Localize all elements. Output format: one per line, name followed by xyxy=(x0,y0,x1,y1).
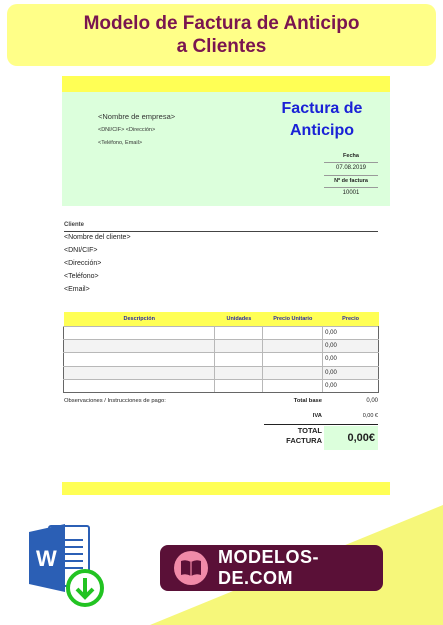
meta-divider xyxy=(324,175,378,176)
units-cell[interactable] xyxy=(215,366,263,379)
total-invoice-label xyxy=(272,426,322,446)
date-label: Fecha xyxy=(343,153,359,159)
description-cell[interactable] xyxy=(64,366,215,379)
svg-text:W: W xyxy=(36,546,57,571)
client-divider xyxy=(64,231,378,232)
unit-price-cell[interactable] xyxy=(263,339,323,352)
total-divider xyxy=(264,424,378,425)
description-cell[interactable] xyxy=(64,326,215,339)
table-row xyxy=(64,353,379,366)
client-address: <Dirección> xyxy=(64,260,102,267)
invoice-title-line1: Factura de xyxy=(281,100,363,117)
price-cell: 0,00 xyxy=(323,353,379,366)
base-total-label: Total base xyxy=(293,398,322,404)
table-row xyxy=(64,366,379,379)
price-cell: 0,00 xyxy=(323,380,379,393)
table-row xyxy=(64,339,379,352)
unit-price-cell[interactable] xyxy=(263,366,323,379)
price-cell: 0,00 xyxy=(323,326,379,339)
meta-divider xyxy=(324,162,378,163)
header-unit-price: Precio Unitario xyxy=(263,312,323,326)
price-cell: 0,00 xyxy=(323,339,379,352)
description-cell[interactable] xyxy=(64,339,215,352)
header-description: Descripción xyxy=(64,312,215,326)
description-cell[interactable] xyxy=(64,353,215,366)
invoice-number-value: 10001 xyxy=(342,190,360,196)
company-ids: <DNI/CIF> <Dirección> xyxy=(98,127,156,133)
book-icon xyxy=(174,551,208,585)
total-label-line2: FACTURA xyxy=(286,436,322,445)
units-cell[interactable] xyxy=(215,326,263,339)
page-title-line2: a Clientes xyxy=(176,36,267,57)
total-invoice-value: 0,00€ xyxy=(324,426,378,450)
table-row xyxy=(64,380,379,393)
title-banner xyxy=(7,4,436,66)
doc-top-bar xyxy=(62,76,390,92)
client-label: Cliente xyxy=(64,222,85,228)
total-label-line1: TOTAL xyxy=(297,426,322,435)
client-email: <Email> xyxy=(64,286,90,293)
description-cell[interactable] xyxy=(64,380,215,393)
word-download-icon[interactable] xyxy=(27,520,107,612)
unit-price-cell[interactable] xyxy=(263,380,323,393)
client-id: <DNI/CIF> xyxy=(64,247,98,254)
iva-value: 0,00 € xyxy=(362,413,378,419)
client-phone: <Teléfono> xyxy=(64,273,99,280)
base-total-value: 0,00 xyxy=(366,398,378,404)
price-cell: 0,00 xyxy=(323,366,379,379)
invoice-title xyxy=(262,98,382,142)
invoice-title-line2: Anticipo xyxy=(290,122,354,139)
unit-price-cell[interactable] xyxy=(263,353,323,366)
doc-bottom-bar xyxy=(62,482,390,495)
table-row xyxy=(64,326,379,339)
header-units: Unidades xyxy=(215,312,263,326)
meta-divider xyxy=(324,187,378,188)
brand-logo-link[interactable] xyxy=(160,545,383,591)
units-cell[interactable] xyxy=(215,380,263,393)
invoice-document xyxy=(62,76,390,496)
invoice-number-label: Nº de factura xyxy=(334,178,368,184)
company-contact: <Teléfono, Email> xyxy=(98,140,143,146)
date-value: 07.08.2019 xyxy=(335,165,367,171)
page-title-line1: Modelo de Factura de Anticipo xyxy=(83,13,360,34)
items-table xyxy=(63,312,379,393)
invoice-header xyxy=(62,92,390,206)
company-name: <Nombre de empresa> xyxy=(98,112,176,121)
iva-label: IVA xyxy=(312,413,322,419)
units-cell[interactable] xyxy=(215,339,263,352)
unit-price-cell[interactable] xyxy=(263,326,323,339)
items-header-row xyxy=(64,312,379,326)
header-price: Precio xyxy=(323,312,379,326)
client-name: <Nombre del cliente> xyxy=(64,234,131,241)
observations-label: Observaciones / Instrucciones de pago: xyxy=(64,398,166,404)
brand-text: MODELOS-DE.COM xyxy=(218,547,319,588)
units-cell[interactable] xyxy=(215,353,263,366)
